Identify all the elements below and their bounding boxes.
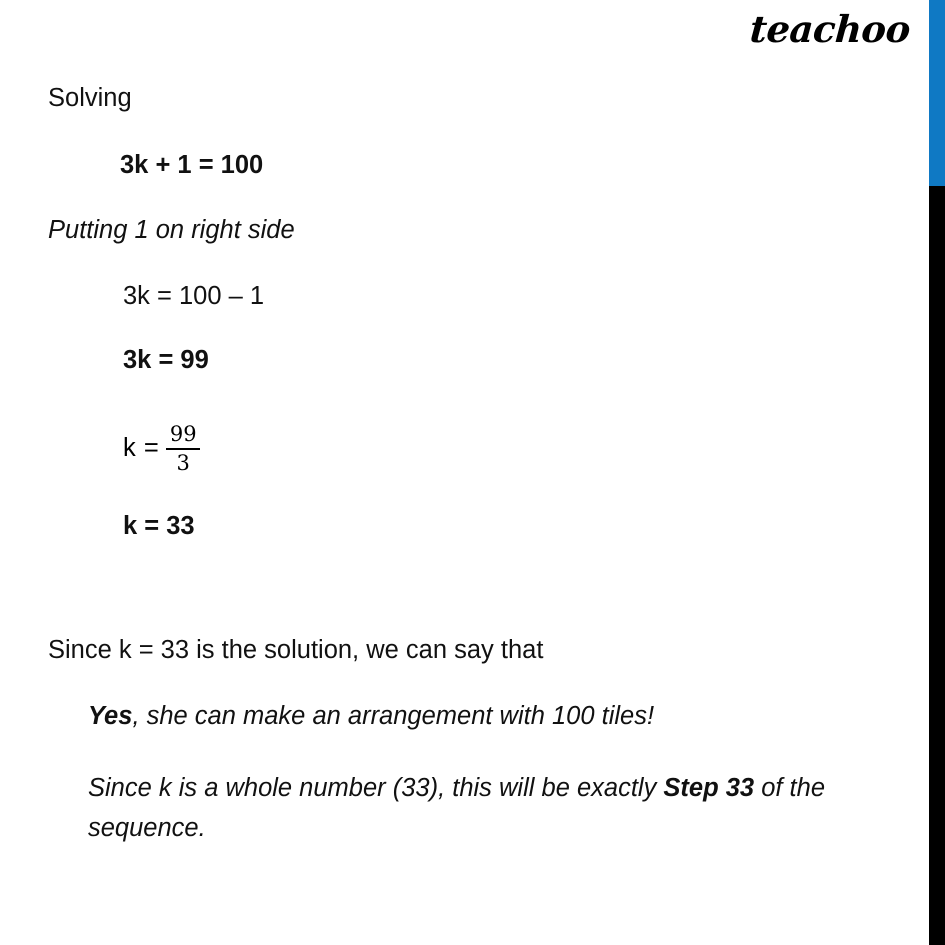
fraction-lhs: k = xyxy=(123,434,160,462)
teachoo-logo: teachoo xyxy=(748,7,912,51)
right-edge-blue-bar xyxy=(929,0,945,186)
fraction-denominator: 3 xyxy=(176,450,190,475)
section-spacer xyxy=(48,539,905,638)
spacer xyxy=(48,664,905,704)
spacer xyxy=(48,729,905,769)
explanation-statement xyxy=(48,769,905,848)
equation-3k-equals-99: 3k = 99 xyxy=(123,346,209,374)
right-edge-black-bar xyxy=(929,186,945,945)
fraction-numerator: 99 xyxy=(169,422,197,447)
solution-content xyxy=(48,86,905,848)
spacer xyxy=(48,486,905,514)
equation-k-equals-33: k = 33 xyxy=(123,511,195,540)
fraction-bar xyxy=(166,448,200,450)
explanation-emphasis: Step 33 xyxy=(663,774,755,802)
spacer xyxy=(48,112,905,153)
spacer xyxy=(48,178,905,218)
explanation-part-2: of the sequence. xyxy=(88,774,826,842)
spacer xyxy=(48,244,905,284)
equation-k-equals-fraction xyxy=(48,412,905,486)
spacer xyxy=(48,309,905,348)
equation-3k-plus-1-equals-100: 3k + 1 = 100 xyxy=(120,150,264,179)
answer-statement xyxy=(48,701,905,730)
fraction-99-over-3 xyxy=(166,423,200,473)
conclusion-intro: Since k = 33 is the solution, we can say that xyxy=(48,636,544,664)
solving-heading: Solving xyxy=(48,84,132,112)
spacer xyxy=(48,374,905,412)
explanation-part-1: Since k is a whole number (33), this will be exactly xyxy=(88,774,664,802)
note-putting-1-on-right-side: Putting 1 on right side xyxy=(48,216,295,244)
equation-3k-equals-100-minus-1: 3k = 100 – 1 xyxy=(123,281,265,310)
answer-emphasis: Yes xyxy=(88,701,133,730)
answer-rest: , she can make an arrangement with 100 tiles! xyxy=(132,701,655,730)
